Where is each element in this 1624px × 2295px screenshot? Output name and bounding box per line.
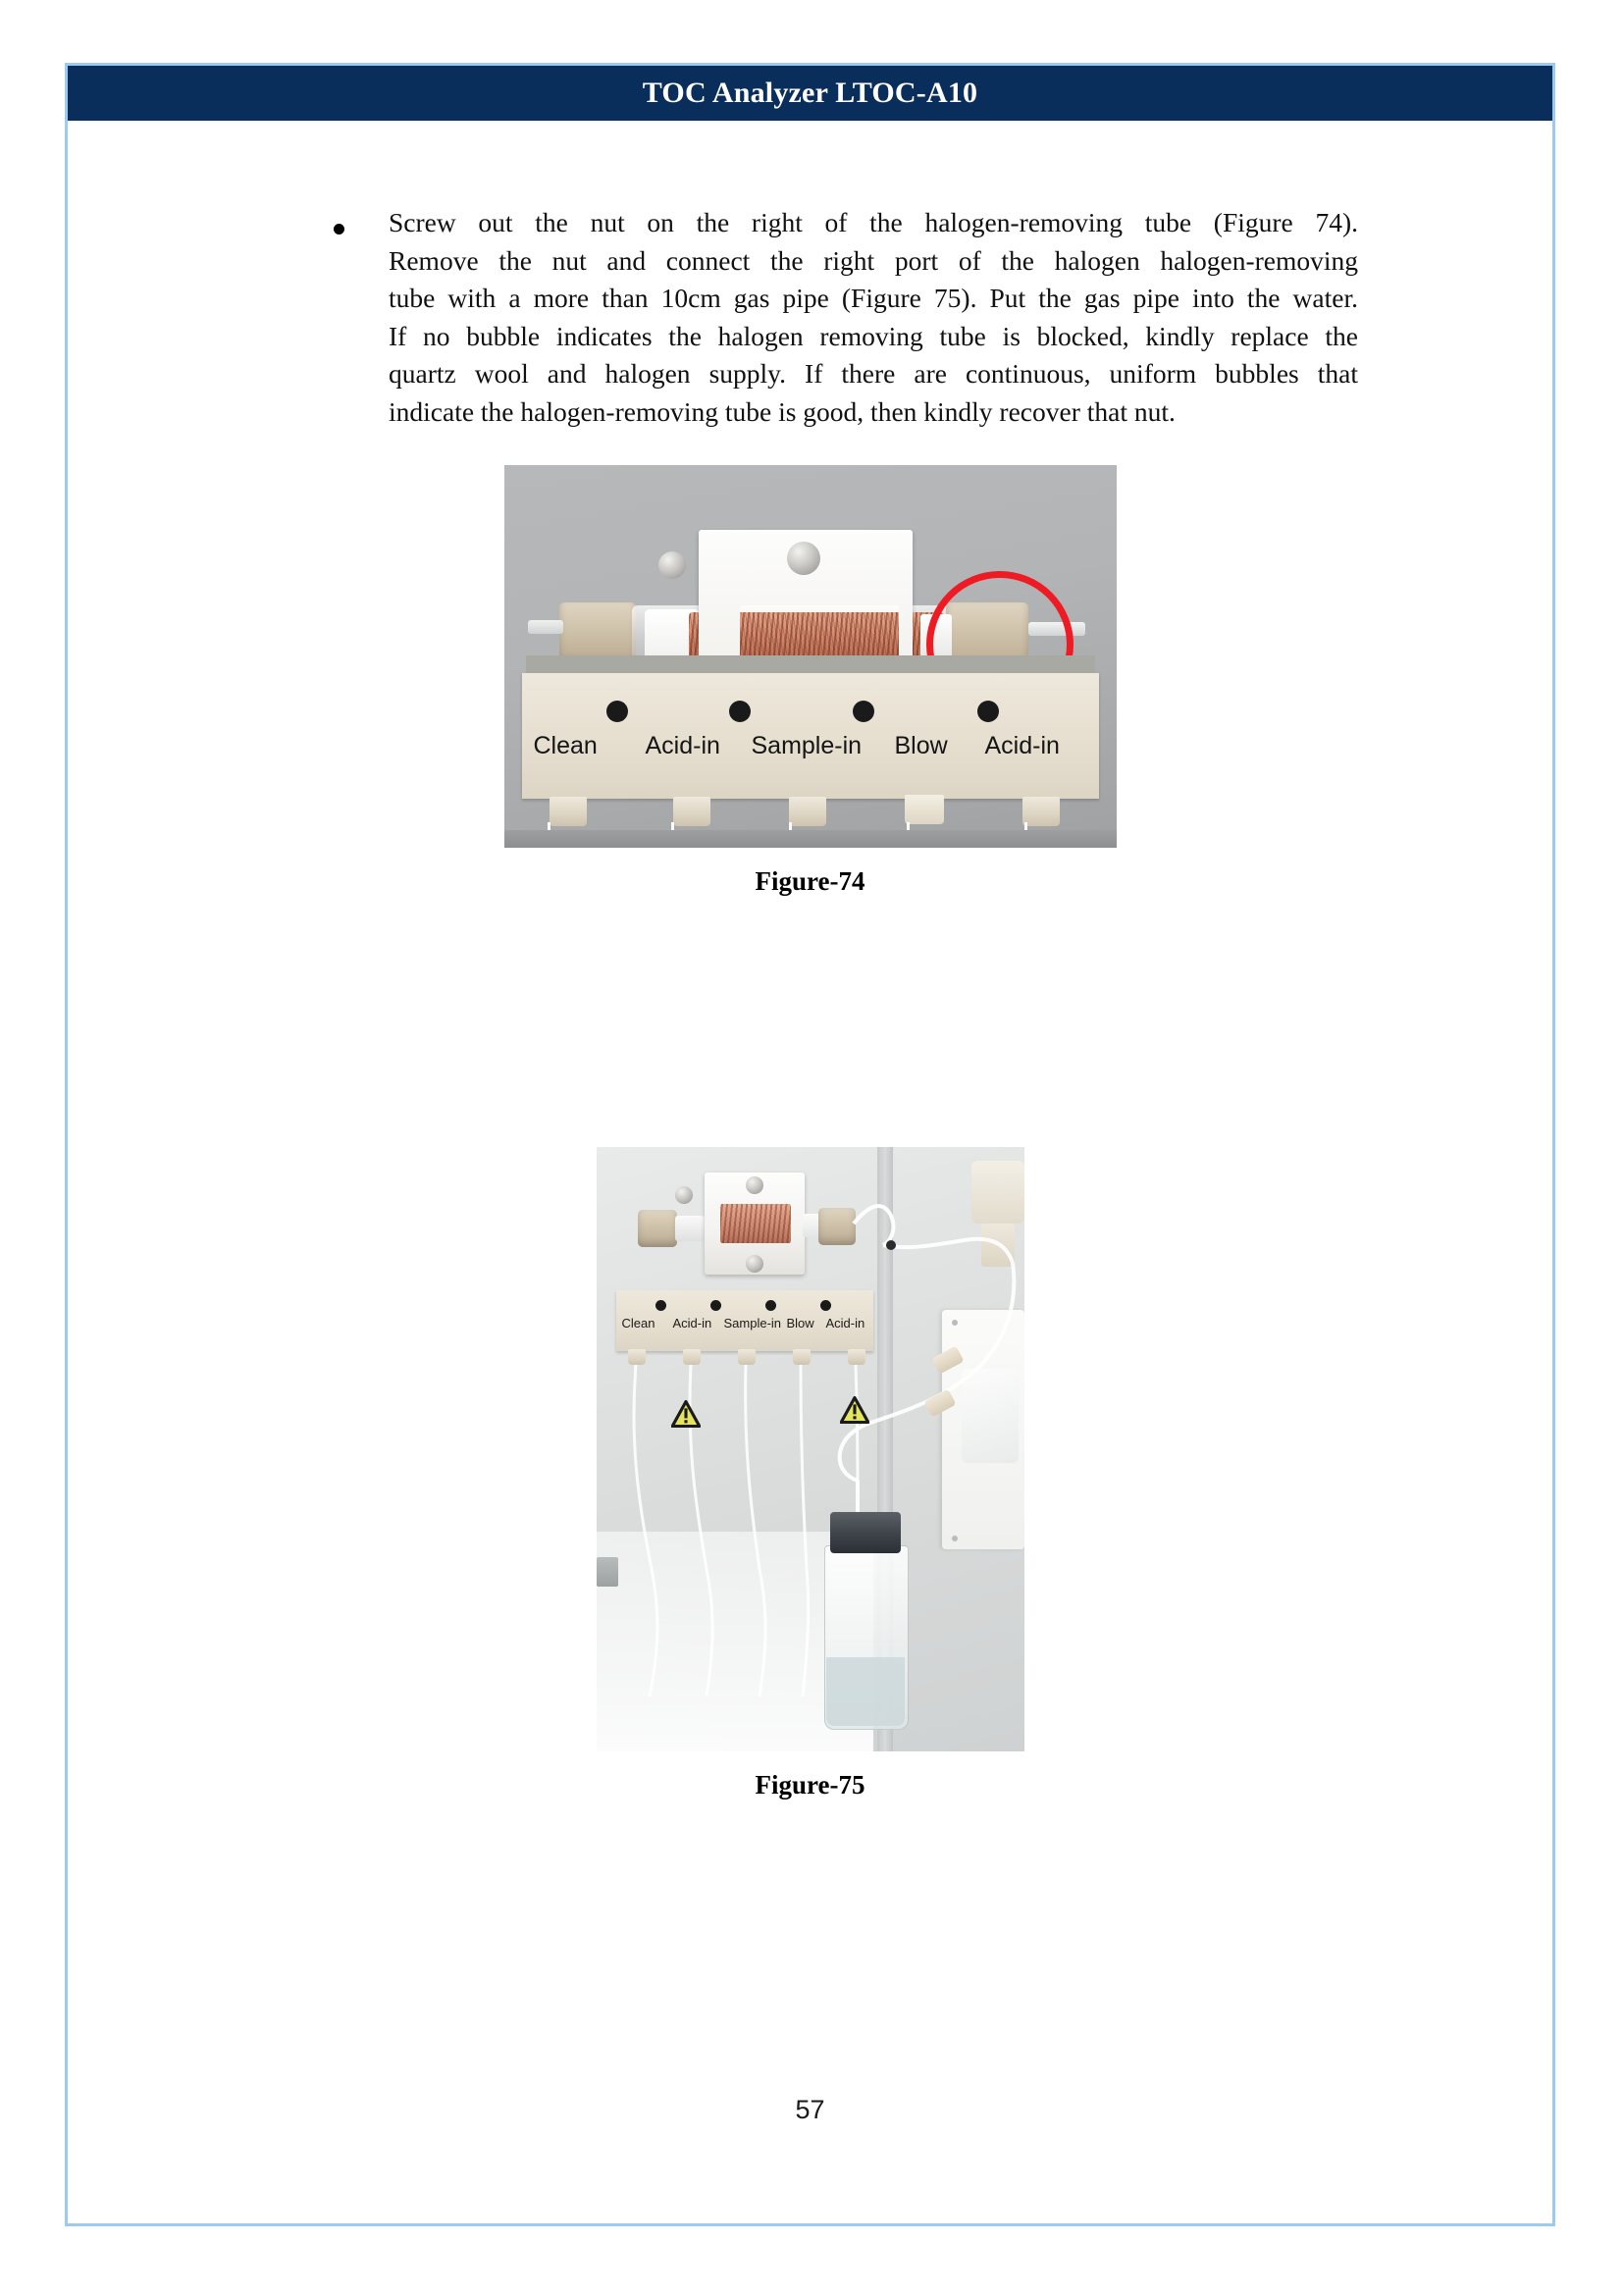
port-hole-3 <box>853 701 874 722</box>
tubing-bundle-75 <box>597 1147 1024 1751</box>
port-label-acid-in-1-75: Acid-in <box>672 1316 712 1330</box>
bullet-list-item <box>318 204 1358 431</box>
page-number: 57 <box>795 2095 825 2124</box>
left-nut <box>559 602 636 663</box>
warning-triangle-icon-right-75 <box>840 1396 869 1429</box>
port-label-sample-in: Sample-in <box>751 732 863 759</box>
paragraph-line: indicate the halogen-removing tube is good, then kindly recover that nut. <box>389 395 1176 427</box>
right-glass-part <box>962 1369 1019 1463</box>
port-label-blow: Blow <box>894 732 948 759</box>
port-label-acid-in-2-75: Acid-in <box>825 1316 865 1330</box>
figure-74-block <box>68 465 1552 897</box>
left-metal-bracket <box>597 1557 618 1587</box>
figure-74-image <box>504 465 1117 848</box>
port-label-clean-75: Clean <box>621 1316 655 1330</box>
port-label-acid-in-1: Acid-in <box>645 732 720 759</box>
port-label-blow-75: Blow <box>786 1316 814 1330</box>
bullet-marker-icon <box>334 224 344 235</box>
port-label-clean: Clean <box>533 732 598 759</box>
paragraph-line: tube with a more than 10cm gas pipe (Figure 75). Put the gas pipe into the water. <box>389 283 1358 313</box>
figure-74-caption: Figure-74 <box>755 866 865 896</box>
port-hole-2 <box>729 701 751 722</box>
photo-floor <box>504 830 1117 848</box>
instruction-paragraph <box>389 204 1358 431</box>
port-hole-4 <box>977 701 999 722</box>
bracket-screw-top <box>787 542 820 575</box>
paragraph-line: Screw out the nut on the right of the halogen-removing tube (Figure 74). <box>389 207 1358 237</box>
figure-75-block <box>68 1147 1552 1800</box>
paragraph-line: If no bubble indicates the halogen removing tube is blocked, kindly replace the <box>389 320 1358 351</box>
port-label-acid-in-2: Acid-in <box>984 732 1060 759</box>
page-title: TOC Analyzer LTOC-A10 <box>642 77 978 109</box>
port-label-row <box>532 732 1091 761</box>
bottle-water-level <box>826 1657 905 1726</box>
page-content <box>68 121 1552 2226</box>
left-gas-barb <box>528 620 563 634</box>
page-header <box>68 66 1552 121</box>
paragraph-line: Remove the nut and connect the right port of the halogen halogen-removing <box>389 244 1358 276</box>
figure-75-caption: Figure-75 <box>755 1770 865 1799</box>
bottle-cap <box>830 1512 901 1553</box>
port-hole-1 <box>606 701 628 722</box>
port-stub-4 <box>905 795 944 824</box>
warning-triangle-icon-left-75 <box>671 1400 701 1433</box>
paragraph-line: quartz wool and halogen supply. If there are continuous, uniform bubbles that <box>389 358 1358 389</box>
port-label-sample-in-75: Sample-in <box>723 1316 782 1330</box>
figure-75-image <box>597 1147 1024 1751</box>
wall-screw <box>658 551 686 579</box>
